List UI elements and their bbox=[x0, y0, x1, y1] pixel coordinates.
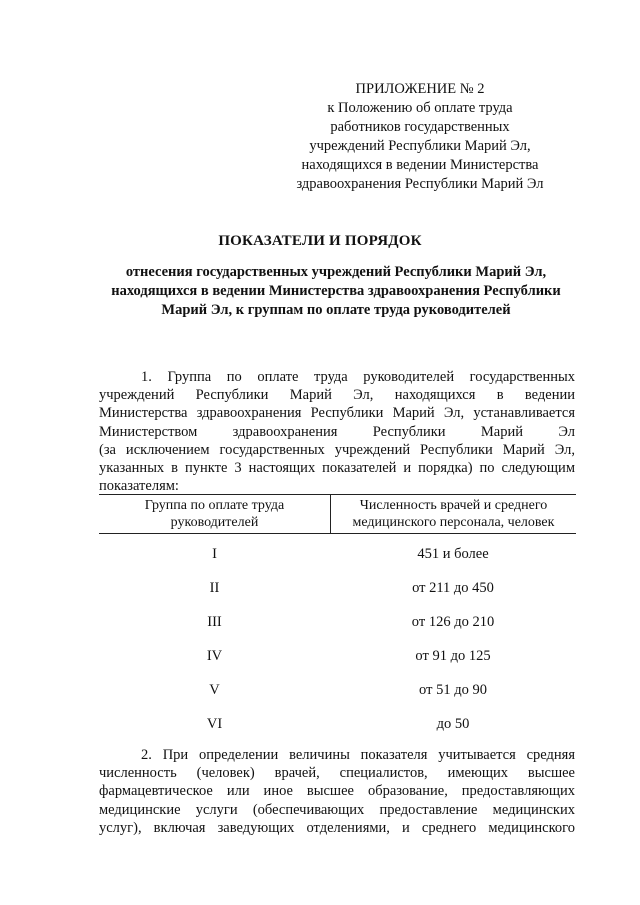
paragraph-line: Министерства здравоохранения Республики Марий Эл, устанавливается bbox=[99, 405, 575, 422]
table-row bbox=[99, 546, 576, 580]
appendix-line: ПРИЛОЖЕНИЕ № 2 bbox=[355, 81, 485, 97]
appendix-line: учреждений Республики Марий Эл, bbox=[309, 138, 531, 154]
header-count-column bbox=[331, 495, 576, 533]
paragraph-line: 2. При определении величины показателя учитывается средняя bbox=[141, 747, 575, 763]
groups-table bbox=[99, 494, 576, 732]
header-text: медицинского персонала, человек bbox=[352, 515, 555, 530]
paragraph-1 bbox=[99, 368, 575, 495]
subtitle-line: Марий Эл, к группам по оплате труда руководителей bbox=[161, 302, 511, 318]
header-text: Численность врачей и среднего bbox=[359, 498, 548, 513]
table-header bbox=[99, 494, 576, 534]
subtitle-line: находящихся в ведении Министерства здравоохранения Республики bbox=[111, 283, 561, 299]
appendix-line: работников государственных bbox=[330, 119, 510, 135]
paragraph-line: численность (человек) врачей, специалистов, имеющих высшее bbox=[99, 765, 575, 782]
paragraph-line: указанных в пункте 3 настоящих показателей и порядка) по следующим bbox=[99, 460, 575, 477]
paragraph-line: (за исключением государственных учреждений Республики Марий Эл, bbox=[99, 441, 575, 458]
paragraph-line: 1. Группа по оплате труда руководителей государственных bbox=[141, 369, 575, 385]
group-cell: II bbox=[209, 580, 220, 596]
count-cell: до 50 bbox=[436, 716, 470, 732]
group-cell: V bbox=[209, 682, 220, 698]
paragraph-line: показателям: bbox=[99, 478, 179, 495]
table-row bbox=[99, 580, 576, 614]
group-cell: III bbox=[207, 614, 222, 630]
group-cell: I bbox=[212, 546, 217, 562]
count-cell: 451 и более bbox=[417, 546, 489, 562]
table-row bbox=[99, 648, 576, 682]
paragraph-line: Министерством здравоохранения Республики Марий Эл bbox=[99, 423, 575, 440]
count-cell: от 51 до 90 bbox=[419, 682, 487, 698]
appendix-line: к Положению об оплате труда bbox=[327, 100, 513, 116]
table-row bbox=[99, 716, 576, 750]
paragraph-2 bbox=[99, 746, 575, 837]
appendix-header bbox=[270, 80, 570, 194]
appendix-line: находящихся в ведении Министерства bbox=[301, 157, 539, 173]
paragraph-line: учреждений Республики Марий Эл, находящихся в ведении bbox=[99, 387, 575, 404]
table-body bbox=[99, 546, 576, 750]
count-cell: от 211 до 450 bbox=[412, 580, 494, 596]
group-cell: IV bbox=[206, 648, 223, 664]
table-row bbox=[99, 682, 576, 716]
subtitle-line: отнесения государственных учреждений Республики Марий Эл, bbox=[125, 264, 547, 280]
appendix-line: здравоохранения Республики Марий Эл bbox=[296, 176, 544, 192]
count-cell: от 126 до 210 bbox=[411, 614, 495, 630]
document-subtitle bbox=[96, 263, 576, 320]
header-text: Группа по оплате труда bbox=[144, 498, 285, 513]
header-text: руководителей bbox=[170, 515, 259, 530]
group-cell: VI bbox=[206, 716, 223, 732]
paragraph-line: услуг), включая заведующих отделениями, и среднего медицинского bbox=[99, 819, 575, 836]
document-title: ПОКАЗАТЕЛИ И ПОРЯДОК bbox=[218, 233, 422, 249]
header-group-column bbox=[99, 495, 331, 533]
count-cell: от 91 до 125 bbox=[415, 648, 491, 664]
table-row bbox=[99, 614, 576, 648]
paragraph-line: медицинские услуги (обеспечивающих предоставление медицинских bbox=[99, 801, 575, 818]
paragraph-line: фармацевтическое или иное высшее образование, предоставляющих bbox=[99, 783, 575, 800]
